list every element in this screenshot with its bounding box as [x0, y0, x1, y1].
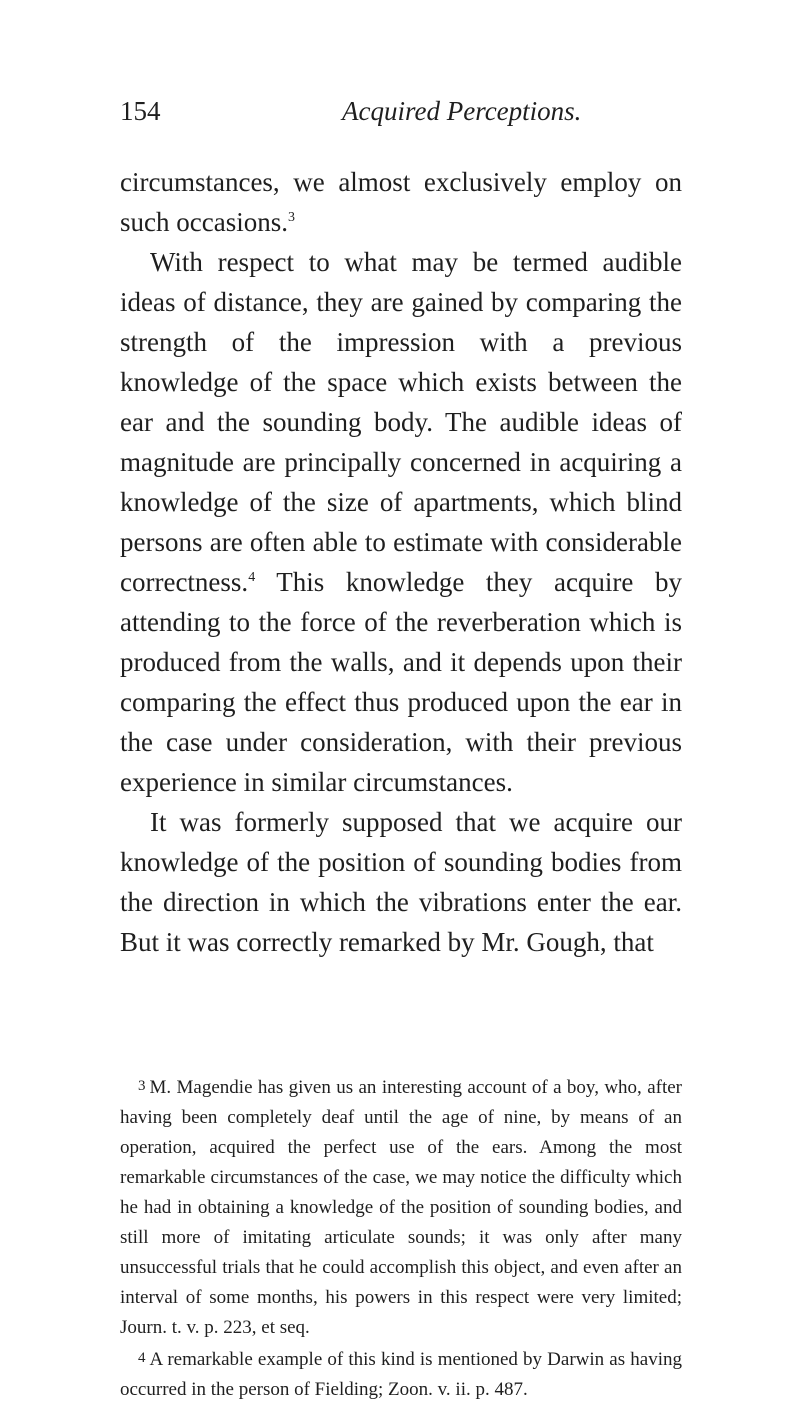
footnote-4: [120, 1343, 682, 1405]
paragraph-1-text: circumstances, we almost exclusively employ on such occasions.: [120, 167, 682, 237]
paragraph-2: [120, 242, 682, 802]
footnote-text: A remarkable example of this kind is mentioned by Darwin as having occurred in the person of Fielding; Zoon. v. ii. p. 487.: [120, 1349, 682, 1400]
footnote-mark: 3: [138, 1078, 146, 1094]
paragraph-2-text-a: With respect to what may be termed audible ideas of distance, they are gained by comparing the strength of the impression with a previous knowledge of the space which exists between the ear and the sounding body. The audible ideas of magnitude are principally concerned in acquiring a knowledge of the size of apartments, which blind persons are often able to estimate with considerable correctness.: [120, 247, 682, 597]
paragraph-3-text: It was formerly supposed that we acquire our knowledge of the position of sounding bodies from the direction in which the vibrations enter the ear. But it was correctly remarked by Mr. Gough, that: [120, 807, 682, 957]
running-head: Acquired Perceptions.: [342, 96, 582, 126]
footnote-3: [120, 1071, 682, 1343]
page-header: [120, 96, 682, 136]
footnotes: [120, 1071, 682, 1405]
footnote-mark: 4: [138, 1350, 146, 1366]
footnote-ref-3: 3: [287, 210, 295, 225]
paragraph-2-text-b: This knowledge they acquire by attending to the force of the reverberation which is produced from the walls, and it depends upon their comparing the effect thus produced upon the ear in the case under consideration, with their previous experience in similar circumstances.: [120, 567, 682, 797]
body-text: [120, 162, 682, 962]
page-number: 154: [120, 96, 161, 126]
paragraph-3: [120, 802, 682, 962]
paragraph-1: [120, 162, 682, 242]
footnote-ref-4: 4: [248, 570, 256, 585]
footnote-text: M. Magendie has given us an interesting account of a boy, who, after having been completely deaf until the age of nine, by means of an operation, acquired the perfect use of the ears. Among the most remarkable circumstances of the case, we may notice the difficulty which he had in obtaining a knowledge of the position of sounding bodies, and still more of imitating articulate sounds; it was only after many unsuccessful trials that he could accomplish this object, and even after an interval of some months, his powers in this respect were very limited; Journ. t. v. p. 223, et seq.: [120, 1077, 682, 1338]
